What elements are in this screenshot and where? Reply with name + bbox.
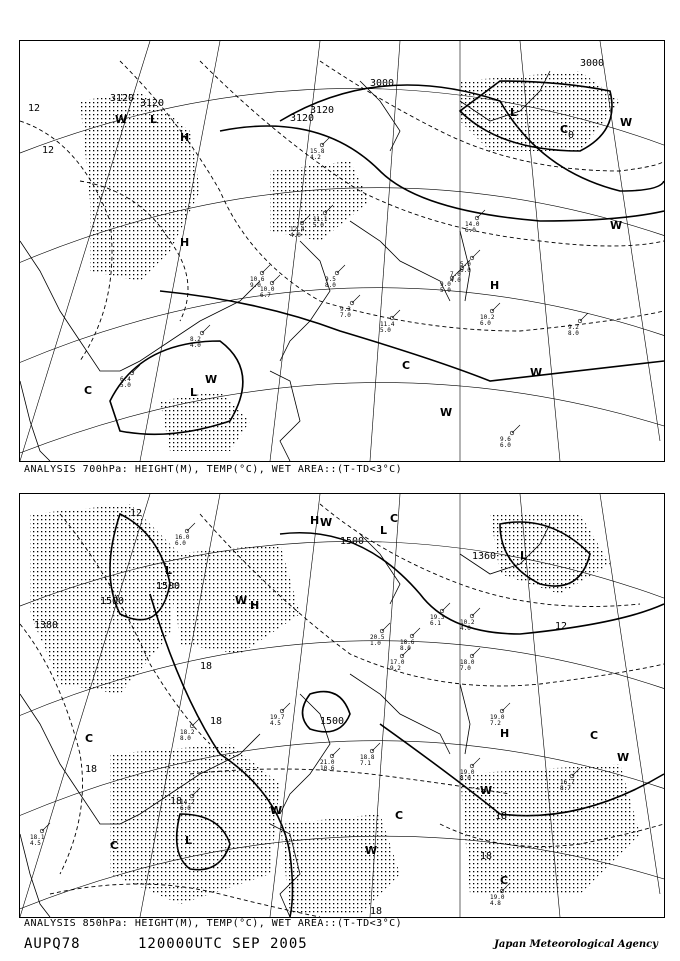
station-value: 12.4 bbox=[290, 226, 305, 233]
station-value: 10.2 bbox=[460, 619, 475, 626]
wind-barb bbox=[187, 523, 195, 531]
wind-barb bbox=[332, 748, 340, 756]
agency-name: Japan Meteorological Agency bbox=[494, 939, 658, 950]
station-value: 20.5 bbox=[370, 634, 385, 641]
pressure-symbol: W bbox=[115, 113, 128, 126]
pressure-symbol: C bbox=[395, 809, 404, 822]
station-plot bbox=[460, 648, 480, 672]
station-plot bbox=[380, 310, 400, 334]
map-850hpa bbox=[19, 493, 665, 918]
wind-barb bbox=[580, 313, 588, 321]
station-value: 16.7 bbox=[560, 779, 575, 786]
contour-label: 18 bbox=[170, 796, 183, 807]
station-value: 16.0 bbox=[175, 534, 190, 541]
station-value: 8.0 bbox=[460, 775, 471, 782]
station-value: 7.0 bbox=[460, 665, 471, 672]
contour-label: 18 bbox=[85, 764, 98, 775]
station-value: 4.0 bbox=[290, 232, 301, 239]
contour-label: 18 bbox=[200, 661, 213, 672]
valid-time: 120000UTC SEP 2005 bbox=[138, 936, 308, 952]
pressure-symbol: W bbox=[440, 406, 453, 419]
wind-barb bbox=[282, 703, 290, 711]
pressure-symbol: W bbox=[365, 844, 378, 857]
wind-barb bbox=[472, 648, 480, 656]
station-value: 4.0 bbox=[450, 277, 461, 284]
wind-barb bbox=[322, 137, 330, 145]
station-value: 8.0 bbox=[568, 330, 579, 337]
pressure-symbol: L bbox=[510, 106, 518, 119]
station-value: 5.0 bbox=[313, 222, 324, 229]
station-value: 6.4 bbox=[120, 376, 131, 383]
station-value: 18.0 bbox=[460, 659, 475, 666]
wind-barb bbox=[42, 823, 50, 831]
station-plot bbox=[310, 137, 330, 161]
station-value: 4.0 bbox=[460, 625, 471, 632]
pressure-symbol: C bbox=[500, 874, 509, 887]
wind-barb bbox=[472, 608, 480, 616]
pressure-symbol: L bbox=[380, 524, 388, 537]
pressure-symbol: C bbox=[85, 732, 94, 745]
station-plot bbox=[190, 325, 210, 349]
station-value: 9.6 bbox=[500, 436, 511, 443]
pressure-symbol: W bbox=[617, 751, 630, 764]
pressure-symbol: W bbox=[480, 784, 493, 797]
wet-area-stipple bbox=[80, 71, 623, 451]
station-value: 4.5 bbox=[30, 840, 41, 847]
station-value: 6.0 bbox=[480, 320, 491, 327]
contour-label: 3000 bbox=[580, 58, 605, 69]
station-value: 4.2 bbox=[310, 154, 321, 161]
station-value: 5.0 bbox=[380, 327, 391, 334]
station-value: 17.0 bbox=[390, 659, 405, 666]
station-value: 9.0 bbox=[250, 282, 261, 289]
station-value: 6.0 bbox=[180, 805, 191, 812]
station-value: 8.0 bbox=[325, 282, 336, 289]
station-value: 21.0 bbox=[320, 759, 335, 766]
wind-barb bbox=[202, 325, 210, 333]
station-value: 8.0 bbox=[180, 735, 191, 742]
pressure-symbol: H bbox=[500, 727, 510, 740]
station-value: 7.1 bbox=[360, 760, 371, 767]
station-value: 6.0 bbox=[460, 267, 471, 274]
wind-barb bbox=[412, 628, 420, 636]
station-value: 4.5 bbox=[270, 720, 281, 727]
station-value: 4.0 bbox=[190, 342, 201, 349]
station-value: 9.3 bbox=[340, 306, 351, 313]
station-value: 7.0 bbox=[450, 271, 461, 278]
pressure-symbol: L bbox=[165, 564, 173, 577]
station-plot bbox=[460, 250, 480, 274]
station-value: 15.8 bbox=[310, 148, 325, 155]
station-value: 9.5 bbox=[325, 276, 336, 283]
station-value: 11.4 bbox=[380, 321, 395, 328]
station-value: 19.7 bbox=[270, 714, 285, 721]
wind-barb bbox=[262, 265, 270, 273]
station-value: 7.0 bbox=[340, 312, 351, 319]
contour-label: 3000 bbox=[370, 78, 395, 89]
contour-label: 1500 bbox=[100, 596, 125, 607]
station-plot bbox=[270, 703, 290, 727]
station-value: 19.0 bbox=[460, 769, 475, 776]
wind-barb bbox=[372, 743, 380, 751]
station-value: 10.2 bbox=[480, 314, 495, 321]
station-value: 9.2 bbox=[390, 665, 401, 672]
station-value: 18.6 bbox=[400, 639, 415, 646]
map-850hpa-caption: ANALYSIS 850hPa: HEIGHT(M), TEMP(°C), WET AREA::(T-TD<3°C) bbox=[24, 918, 403, 929]
station-value: 9.2 bbox=[568, 324, 579, 331]
station-value: 6.1 bbox=[430, 620, 441, 627]
pressure-symbol: C bbox=[560, 123, 569, 136]
station-value: 8.7 bbox=[560, 785, 571, 792]
pressure-symbol: W bbox=[320, 516, 333, 529]
station-value: 6.7 bbox=[260, 292, 271, 299]
wind-barb bbox=[492, 303, 500, 311]
station-value: 19.0 bbox=[490, 894, 505, 901]
station-plot bbox=[325, 265, 345, 289]
station-plot bbox=[480, 303, 500, 327]
product-id: AUPQ78 bbox=[24, 936, 81, 952]
pressure-symbol: H bbox=[180, 131, 190, 144]
station-value: 18.1 bbox=[30, 834, 45, 841]
contour-label: 18 bbox=[480, 851, 493, 862]
contour-label: 3120 bbox=[140, 98, 165, 109]
station-value: 18.8 bbox=[360, 754, 375, 761]
wind-barb bbox=[337, 265, 345, 273]
contour-label: 1360 bbox=[472, 551, 497, 562]
pressure-symbol: W bbox=[270, 804, 283, 817]
contour-label: 12 bbox=[42, 145, 55, 156]
station-value: 1.0 bbox=[370, 640, 381, 647]
pressure-symbol: H bbox=[250, 599, 260, 612]
station-value: 8.0 bbox=[400, 645, 411, 652]
station-plot bbox=[370, 623, 390, 647]
station-value: 19.0 bbox=[490, 714, 505, 721]
wind-barb bbox=[352, 295, 360, 303]
station-value: 10.0 bbox=[260, 286, 275, 293]
contour-label: 12 bbox=[130, 508, 143, 519]
pressure-symbol: H bbox=[490, 279, 500, 292]
pressure-symbol: W bbox=[235, 594, 248, 607]
station-value: 8.2 bbox=[190, 336, 201, 343]
wind-barb bbox=[392, 310, 400, 318]
contour-label: 18 bbox=[370, 906, 383, 917]
station-plot bbox=[460, 608, 480, 632]
map-700hpa-canvas bbox=[20, 41, 664, 461]
pressure-symbol: L bbox=[185, 834, 193, 847]
station-value: 18.2 bbox=[180, 729, 195, 736]
station-value: 11.1 bbox=[313, 216, 328, 223]
station-plot bbox=[430, 603, 450, 627]
wind-barb bbox=[272, 275, 280, 283]
wind-barb bbox=[192, 718, 200, 726]
pressure-symbol: L bbox=[150, 113, 158, 126]
pressure-symbol: C bbox=[390, 512, 399, 525]
station-value: 7.2 bbox=[490, 720, 501, 727]
wet-area-stipple bbox=[30, 504, 640, 914]
pressure-symbol: C bbox=[110, 839, 119, 852]
station-value: 5.0 bbox=[120, 382, 131, 389]
station-plot bbox=[320, 748, 340, 772]
wind-barb bbox=[442, 603, 450, 611]
pressure-symbol: W bbox=[530, 366, 543, 379]
pressure-symbol: W bbox=[610, 219, 623, 232]
station-value: 4.8 bbox=[490, 900, 501, 907]
station-plot bbox=[360, 743, 380, 767]
station-value: 5.0 bbox=[440, 287, 451, 294]
contour-label: 1500 bbox=[340, 536, 365, 547]
contour-label: 18 bbox=[210, 716, 223, 727]
map-850hpa-canvas bbox=[20, 494, 664, 917]
pressure-symbol: H bbox=[310, 514, 320, 527]
pressure-symbol: W bbox=[620, 116, 633, 129]
contour-label: 12 bbox=[28, 103, 41, 114]
station-value: 10.6 bbox=[320, 765, 335, 772]
wind-barb bbox=[502, 703, 510, 711]
station-plot bbox=[568, 313, 588, 337]
station-value: 19.3 bbox=[430, 614, 445, 621]
pressure-symbol: C bbox=[84, 384, 93, 397]
station-plot bbox=[340, 295, 360, 319]
map-700hpa bbox=[19, 40, 665, 462]
pressure-symbol: L bbox=[190, 386, 198, 399]
contour-label: 3120 bbox=[110, 93, 135, 104]
station-plot bbox=[500, 425, 520, 449]
pressure-symbol: C bbox=[402, 359, 411, 372]
station-value: 6.0 bbox=[465, 227, 476, 234]
contour-label: 1500 bbox=[320, 716, 345, 727]
pressure-symbol: L bbox=[520, 549, 528, 562]
station-plot bbox=[120, 365, 140, 389]
contour-label: 1380 bbox=[34, 620, 59, 631]
station-value: 5.0 bbox=[460, 261, 471, 268]
station-value: 14.2 bbox=[180, 799, 195, 806]
map-700hpa-caption: ANALYSIS 700hPa: HEIGHT(M), TEMP(°C), WET AREA::(T-TD<3°C) bbox=[24, 464, 403, 475]
wind-barb bbox=[472, 758, 480, 766]
station-value: 6.0 bbox=[500, 442, 511, 449]
station-plot bbox=[175, 523, 195, 547]
station-value: 14.0 bbox=[465, 221, 480, 228]
station-value: 10.6 bbox=[250, 276, 265, 283]
wind-barb bbox=[382, 623, 390, 631]
wind-barb bbox=[512, 425, 520, 433]
station-plot bbox=[490, 703, 510, 727]
wind-barb bbox=[472, 250, 480, 258]
pressure-symbol: C bbox=[590, 729, 599, 742]
pressure-symbol: H bbox=[180, 236, 190, 249]
station-value: 9.0 bbox=[440, 281, 451, 288]
contour-label: 12 bbox=[555, 621, 568, 632]
contour-label: 0 bbox=[568, 130, 575, 141]
station-value: 6.0 bbox=[175, 540, 186, 547]
contour-label: 3120 bbox=[310, 105, 335, 116]
contour-label: 3120 bbox=[290, 113, 315, 124]
contour-label: 18 bbox=[495, 811, 508, 822]
pressure-symbol: W bbox=[205, 373, 218, 386]
station-plot bbox=[30, 823, 50, 847]
contour-label: 1500 bbox=[156, 581, 181, 592]
